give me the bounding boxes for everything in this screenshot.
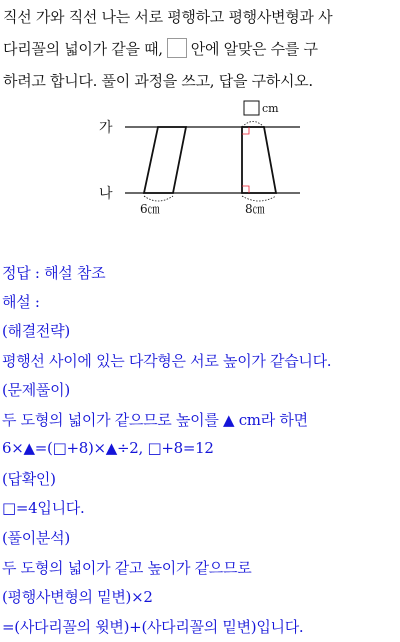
answer-line-2: 해설 :: [2, 293, 40, 311]
answer-line-8: (답확인): [2, 470, 56, 488]
question-line-1: 직선 가와 직선 나는 서로 평행하고 평행사변형과 사: [3, 8, 333, 26]
trapezoid: [242, 127, 276, 193]
parallelogram: [144, 127, 186, 193]
line-a-label: 가: [99, 120, 113, 136]
answer-line-9: □=4입니다.: [2, 499, 85, 517]
unknown-length-box: [244, 101, 259, 115]
question-line-2-start: 다리꼴의 넓이가 같을 때,: [3, 40, 163, 58]
left-base-label: 6㎝: [140, 202, 160, 216]
question-line-2-end: 안에 알맞은 수를 구: [190, 40, 318, 58]
answer-line-6: 두 도형의 넓이가 같으므로 높이를 ▲ cm라 하면: [2, 411, 308, 429]
right-base-label: 8㎝: [245, 202, 265, 216]
answer-line-10: (풀이분석): [2, 529, 70, 547]
top-unit-label: cm: [262, 102, 279, 115]
answer-line-11: 두 도형의 넓이가 같고 높이가 같으므로: [2, 559, 252, 577]
answer-line-5: (문제풀이): [2, 381, 70, 399]
right-angle-mark-top: [242, 127, 249, 134]
answer-line-3: (해결전략): [2, 322, 70, 340]
answer-line-7: 6×▲=(□+8)×▲÷2, □+8=12: [2, 439, 214, 457]
answer-line-12: (평행사변형의 밑변)×2: [2, 588, 153, 606]
answer-line-13: =(사다리꼴의 윗변)+(사다리꼴의 밑변)입니다.: [2, 618, 304, 636]
left-base-arc: [144, 196, 173, 201]
answer-line-1: 정답 : 해설 참조: [2, 264, 106, 282]
right-angle-mark-bottom: [242, 186, 249, 193]
answer-line-4: 평행선 사이에 있는 다각형은 서로 높이가 같습니다.: [2, 352, 332, 370]
right-base-arc: [242, 196, 276, 201]
question-line-3: 하려고 합니다. 풀이 과정을 쓰고, 답을 구하시오.: [3, 72, 313, 90]
figure-diagram: [0, 0, 400, 240]
line-b-label: 나: [99, 186, 113, 202]
